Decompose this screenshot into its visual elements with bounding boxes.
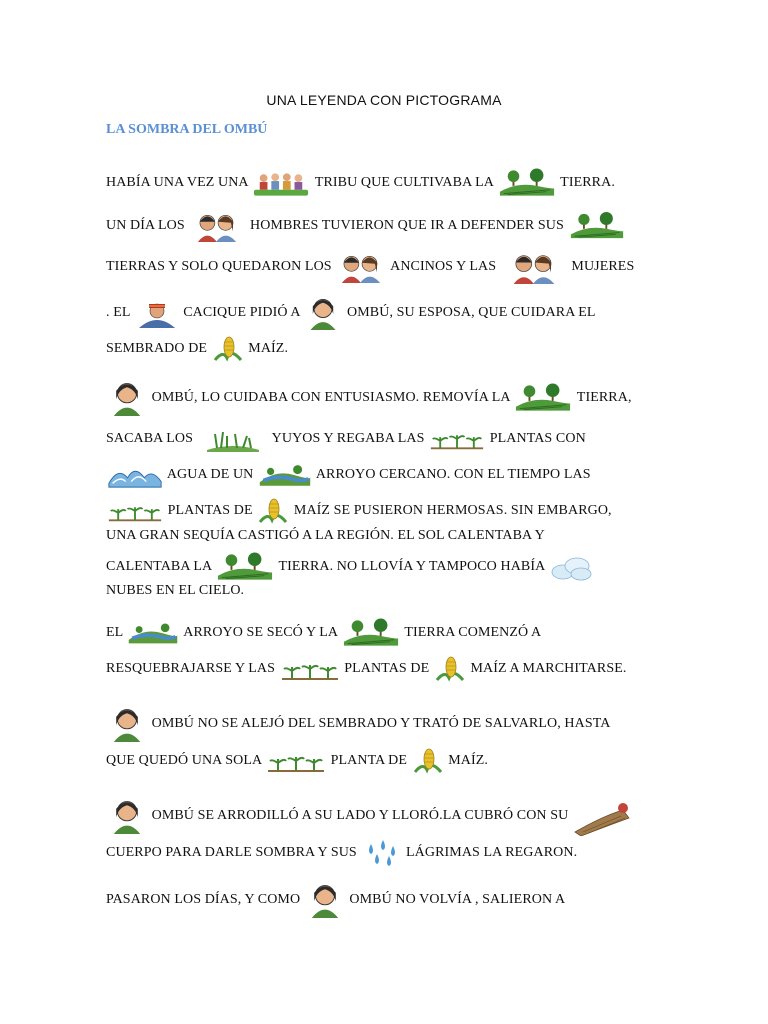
land-icon bbox=[216, 552, 274, 582]
text-line: UN DÍA LOS HOMBRES TUVIERON QUE IR A DEFENDER SUS bbox=[106, 210, 626, 242]
tears-icon bbox=[361, 838, 401, 868]
ombu-woman-icon bbox=[305, 882, 345, 918]
corn-icon bbox=[257, 496, 289, 526]
text-line: OMBÚ NO SE ALEJÓ DEL SEMBRADO Y TRATÓ DE SALVARLO, HASTA bbox=[106, 706, 610, 742]
kneeling-woman-icon bbox=[573, 796, 633, 836]
stream-icon bbox=[258, 461, 312, 489]
land-icon bbox=[514, 383, 572, 413]
text-line: RESQUEBRAJARSE Y LAS PLANTAS DE MAÍZ A MARCHITARSE. bbox=[106, 654, 626, 684]
plants-icon bbox=[280, 656, 340, 682]
plants-icon bbox=[107, 499, 163, 523]
text-line: HABÍA UNA VEZ UNA TRIBU QUE CULTIVABA LA TIERRA. bbox=[106, 168, 615, 198]
men-icon bbox=[189, 210, 245, 242]
page-title: UNA LEYENDA CON PICTOGRAMA bbox=[266, 92, 502, 108]
text-line: PASARON LOS DÍAS, Y COMO OMBÚ NO VOLVÍA , SALIERON A bbox=[106, 882, 565, 918]
weeds-icon bbox=[198, 424, 268, 454]
corn-icon bbox=[434, 654, 466, 684]
ombu-woman-icon bbox=[107, 380, 147, 416]
text-line: EL ARROYO SE SECÓ Y LA TIERRA COMENZÓ A bbox=[106, 618, 541, 648]
clouds-icon bbox=[549, 552, 593, 582]
text-line: QUE QUEDÓ UNA SOLA PLANTA DE MAÍZ. bbox=[106, 746, 488, 776]
text-line: PLANTAS DE MAÍZ SE PUSIERON HERMOSAS. SIN EMBARGO, bbox=[106, 496, 612, 526]
land-icon bbox=[342, 618, 400, 648]
text-line: NUBES EN EL CIELO. bbox=[106, 583, 245, 598]
text-line: UNA GRAN SEQUÍA CASTIGÓ A LA REGIÓN. EL SOL CALENTABA Y bbox=[106, 528, 545, 543]
text-line: . EL CACIQUE PIDIÓ A OMBÚ, SU ESPOSA, QUE CUIDARA EL bbox=[106, 296, 596, 330]
ombu-woman-icon bbox=[107, 798, 147, 834]
ombu-woman-icon bbox=[304, 296, 342, 330]
land-icon bbox=[569, 211, 625, 241]
corn-icon bbox=[212, 334, 244, 364]
women-icon bbox=[501, 250, 567, 284]
stream-icon bbox=[127, 620, 179, 646]
ombu-woman-icon bbox=[107, 706, 147, 742]
text-line: AGUA DE UN ARROYO CERCANO. CON EL TIEMPO LAS bbox=[106, 460, 591, 490]
text-line: CALENTABA LA TIERRA. NO LLOVÍA Y TAMPOCO HABÍA bbox=[106, 552, 594, 582]
chief-icon bbox=[135, 297, 179, 329]
land-icon bbox=[498, 168, 556, 198]
plants-icon bbox=[429, 427, 485, 451]
text-line: CUERPO PARA DARLE SOMBRA Y SUS LÁGRIMAS LA REGARON. bbox=[106, 838, 577, 868]
corn-icon bbox=[412, 746, 444, 776]
text-line: OMBÚ, LO CUIDABA CON ENTUSIASMO. REMOVÍA LA TIERRA, bbox=[106, 380, 632, 416]
plants-icon bbox=[266, 748, 326, 774]
elders-icon bbox=[336, 251, 386, 283]
water-icon bbox=[107, 460, 163, 490]
tribe-icon bbox=[252, 168, 310, 198]
text-line: TIERRAS Y SOLO QUEDARON LOS ANCINOS Y LAS MUJERES bbox=[106, 250, 634, 284]
text-line: SACABA LOS YUYOS Y REGABA LAS PLANTAS CON bbox=[106, 424, 586, 454]
text-line: OMBÚ SE ARRODILLÓ A SU LADO Y LLORÓ.LA CUBRÓ CON SU bbox=[106, 796, 634, 836]
text-line: SEMBRADO DE MAÍZ. bbox=[106, 334, 288, 364]
story-title: LA SOMBRA DEL OMBÚ bbox=[106, 122, 268, 137]
